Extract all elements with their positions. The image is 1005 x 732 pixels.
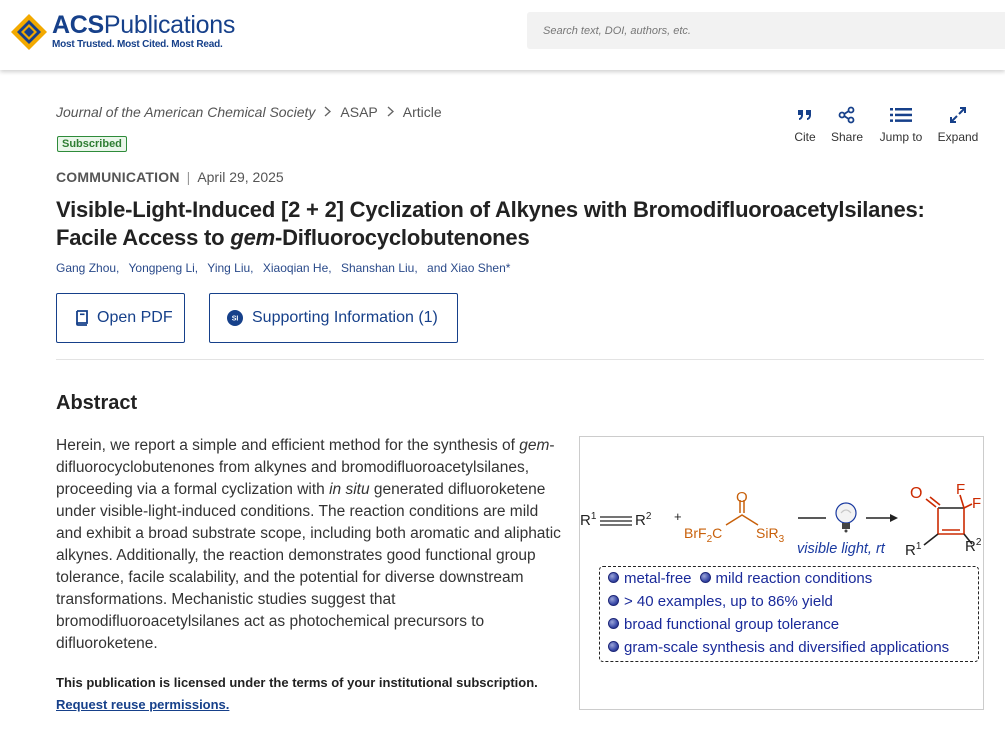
- abstract-part-3: generated difluoroketene under visible-light-induced conditions. The reaction conditions are mild and exhibit a broad substrate scope, including both aromatic and aliphatic alkynes. Additionally, the reaction demonstrates good functional group tolerance, facile scalability, and the potential for diverse downstream transformations. Mechanistic studies suggest that bromodifluoroacetylsilanes act as photochemical precursors to difluoroketene.: [56, 481, 561, 652]
- reactant-r2-label: $R^2$: [635, 511, 652, 529]
- author-link[interactable]: Gang Zhou,: [56, 261, 120, 275]
- cite-label: Cite: [794, 130, 816, 144]
- bullet-dot-icon: [700, 572, 711, 583]
- author-link[interactable]: Xiaoqian He,: [262, 261, 332, 275]
- author-link[interactable]: Ying Liu,: [207, 261, 254, 275]
- light-bulb-icon: [836, 503, 856, 533]
- product-fluorine-1: F: [956, 481, 966, 498]
- author-link[interactable]: Shanshan Liu,: [340, 261, 418, 275]
- acs-logo-icon: [10, 13, 48, 51]
- cite-button[interactable]: [784, 104, 826, 144]
- jump-to-button[interactable]: [876, 104, 926, 144]
- highlight-item: metal-free mild reaction conditions: [608, 570, 872, 587]
- breadcrumb-asap-link[interactable]: ASAP: [340, 104, 378, 120]
- expand-label: Expand: [937, 130, 979, 144]
- bullet-dot-icon: [608, 572, 619, 583]
- title-italic: gem: [230, 225, 275, 250]
- si-badge-text: SI: [231, 315, 239, 323]
- reagent-brf2c: BrF$_2$C: [684, 525, 723, 545]
- expand-icon: [937, 104, 979, 126]
- toc-graphic[interactable]: [579, 436, 984, 710]
- chevron-right-icon: [387, 105, 394, 120]
- expand-button[interactable]: [937, 104, 979, 144]
- share-label: Share: [830, 130, 864, 144]
- alkyne-triple-bond: [600, 517, 632, 525]
- product-r2-label: $R^2$: [965, 537, 982, 555]
- open-pdf-button[interactable]: [56, 293, 185, 343]
- quote-icon: [784, 104, 826, 126]
- supporting-information-button[interactable]: [209, 293, 458, 343]
- title-text-1: Visible-Light-Induced [2 + 2] Cyclization of Alkynes with Bromodifluoroacetylsilanes: Facile Access to: [56, 197, 925, 250]
- product-oxygen: O: [910, 485, 923, 502]
- plus-sign: +: [674, 509, 682, 524]
- si-circle-icon: [227, 310, 243, 326]
- search-input[interactable]: [527, 12, 1005, 49]
- abstract-heading: Abstract: [56, 392, 138, 414]
- publication-date: April 29, 2025: [197, 169, 284, 185]
- abstract-part-1: Herein, we report a simple and efficient method for the synthesis of: [56, 437, 520, 454]
- bullet-dot-icon: [608, 595, 619, 606]
- bullet-dot-icon: [608, 618, 619, 629]
- breadcrumb: [56, 104, 442, 120]
- share-icon: [828, 104, 866, 126]
- highlight-item: > 40 examples, up to 86% yield: [608, 593, 833, 610]
- license-notice: This publication is licensed under the terms of your institutional subscription.: [56, 675, 538, 690]
- share-button[interactable]: [828, 104, 866, 144]
- subscribed-badge: Subscribed: [57, 136, 127, 152]
- article-meta: [56, 169, 284, 185]
- bullet-dot-icon: [608, 641, 619, 652]
- chevron-right-icon: [324, 105, 331, 120]
- abstract-italic-1: gem: [519, 437, 550, 454]
- acs-publications-logo[interactable]: [10, 11, 236, 51]
- highlight-item: broad functional group tolerance: [608, 616, 839, 633]
- abstract-part-2: -difluorocyclobutenones from alkynes and bromodifluoroacetylsilanes, proceeding via a formal cyclization with: [56, 437, 555, 498]
- search-box: [527, 12, 1005, 49]
- author-link[interactable]: and Xiao Shen*: [427, 261, 511, 275]
- abstract-text: [56, 435, 564, 655]
- highlight-item: gram-scale synthesis and diversified applications: [608, 639, 949, 656]
- logo-acs: ACS: [52, 11, 104, 39]
- pdf-book-icon: [75, 310, 88, 326]
- reuse-permissions-link[interactable]: Request reuse permissions.: [56, 697, 230, 712]
- reagent-oxygen: O: [736, 489, 748, 506]
- article-type: COMMUNICATION: [56, 169, 180, 185]
- product-r1-label: $R^1$: [905, 541, 922, 559]
- reactant-r1-label: $R^1$: [580, 511, 597, 529]
- reaction-condition: visible light, rt: [797, 541, 885, 557]
- reagent-sir3: SiR$_3$: [756, 525, 785, 545]
- highlights-box: [599, 566, 979, 662]
- product-fluorine-2: F: [972, 495, 982, 512]
- site-header: [0, 0, 1005, 70]
- abstract-italic-2: in situ: [329, 481, 370, 498]
- title-text-2: -Difluorocyclobutenones: [274, 225, 530, 250]
- breadcrumb-journal-link[interactable]: Journal of the American Chemical Society: [56, 104, 316, 120]
- supporting-information-label: Supporting Information (1): [252, 309, 438, 326]
- breadcrumb-current: Article: [402, 104, 442, 120]
- meta-separator: |: [186, 169, 191, 185]
- section-divider: [56, 359, 984, 360]
- author-list: [56, 261, 516, 275]
- jump-to-label: Jump to: [879, 130, 923, 144]
- open-pdf-label: Open PDF: [97, 309, 173, 326]
- logo-tagline: Most Trusted. Most Cited. Most Read.: [52, 39, 223, 50]
- article-toolbar: [784, 104, 994, 148]
- logo-publications: Publications: [103, 11, 236, 39]
- author-link[interactable]: Yongpeng Li,: [128, 261, 199, 275]
- list-icon: [876, 104, 926, 126]
- article-title: [56, 196, 986, 252]
